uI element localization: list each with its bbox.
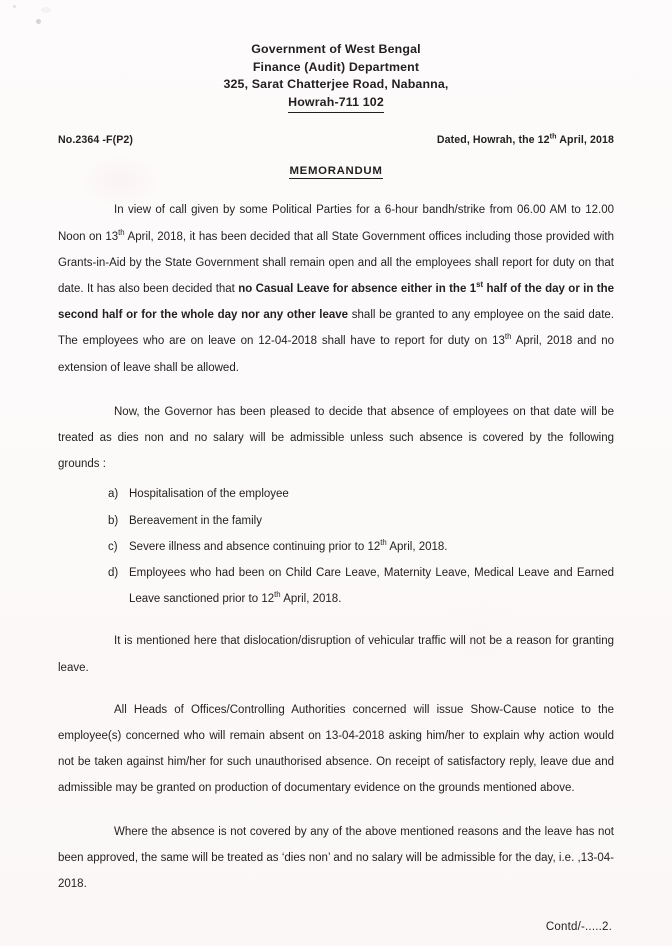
continuation-note: Contd/-.....2.	[545, 921, 612, 934]
list-item-text	[129, 508, 614, 534]
reference-row	[58, 131, 614, 147]
list-item	[58, 560, 614, 612]
p1-segment-4: April, 2018 and no extension of leave shall be allowed.	[58, 335, 614, 374]
p1-segment-1: In view of call given by some Political Parties for a 6-hour bandh/strike from 06.00 AM to 12.00 Noon on 13	[58, 204, 614, 243]
letterhead-line-address: 325, Sarat Chatterjee Road, Nabanna,	[223, 77, 449, 92]
letterhead-line-city-pin: Howrah-711 102	[288, 94, 384, 114]
p1-segment-3: shall be granted to any employee on the said date. The employees who are on leave on 12-04-2018 shall have to report for duty on 13	[58, 309, 614, 348]
memo-date	[436, 131, 614, 147]
list-item	[58, 508, 614, 534]
list-item-text	[129, 560, 614, 612]
p1-bold-part-1: no Casual Leave for absence either in the 1	[238, 282, 477, 295]
grounds-list	[58, 481, 614, 612]
p1-bold-part-2: half of the day or in the second half or for the whole day nor any other leave	[58, 282, 615, 322]
list-item-text-tail: April, 2018.	[386, 540, 448, 553]
letterhead	[58, 0, 614, 113]
paragraph-bandh-notice	[58, 197, 614, 380]
scan-speck-icon	[41, 7, 51, 13]
list-item-text-main: Hospitalisation of the employee	[129, 488, 289, 501]
paragraph-show-cause: All Heads of Offices/Controlling Authorities concerned will issue Show-Cause notice to the employee(s) concerned who will remain absent on 13-04-2018 asking him/her to explain why action would not be taken against him/her for such unauthorised absence. On receipt of satisfactory reply, leave due and admissible may be granted on production of documentary evidence on the grounds mentioned above.	[58, 703, 614, 795]
memo-number: No.2364 -F(P2)	[58, 134, 133, 147]
p1-bold-ordinal: st	[476, 280, 484, 290]
list-item-marker: d)	[108, 567, 119, 580]
p1-ordinal-1: th	[118, 227, 125, 237]
list-item-marker: b)	[108, 514, 119, 527]
list-item	[58, 481, 614, 507]
list-item	[58, 534, 614, 560]
letterhead-line-department: Finance (Audit) Department	[252, 59, 420, 74]
list-item-text	[129, 481, 614, 507]
letterhead-line-government: Government of West Bengal	[251, 42, 421, 56]
list-item-text-main: Severe illness and absence continuing prior to 12	[129, 540, 381, 553]
list-item-text-main: Bereavement in the family	[129, 514, 262, 527]
list-item-marker: c)	[108, 540, 118, 553]
list-item-ordinal: th	[274, 590, 281, 600]
list-item-text	[129, 534, 614, 560]
page-title: MEMORANDUM	[289, 165, 383, 178]
scan-speck-icon	[36, 19, 41, 24]
page-title-wrap	[58, 161, 614, 179]
list-item-ordinal: th	[380, 537, 387, 547]
p1-ordinal-2: th	[504, 332, 512, 342]
paragraph-governor-decision: Now, the Governor has been pleased to decide that absence of employees on that date will be treated as dies non and no salary will be admissible unless such absence is covered by the following grounds :	[58, 405, 614, 471]
paragraph-dies-non: Where the absence is not covered by any of the above mentioned reasons and the leave has not been approved, the same will be treated as ‘dies non’ and no salary will be admissible for the day, i.e. ,13-04-2018.	[58, 825, 614, 891]
memo-date-prefix: Dated, Howrah, the 12	[436, 134, 550, 147]
list-item-marker: a)	[108, 488, 119, 501]
memo-date-suffix: April, 2018	[556, 134, 614, 147]
list-item-text-tail: April, 2018.	[280, 593, 342, 606]
p1-segment-2: April, 2018, it has been decided that all State Government offices including those provided with Grants-in-Aid by the State Government shall remain open and all the employees shall report for duty on that date. It has also been decided that	[58, 230, 614, 295]
paragraph-traffic-disruption: It is mentioned here that dislocation/disruption of vehicular traffic will not be a reason for granting leave.	[58, 635, 614, 674]
memo-date-ordinal: th	[549, 131, 557, 141]
document-content	[58, 0, 614, 933]
list-item-text-main: Employees who had been on Child Care Leave, Maternity Leave, Medical Leave and Earned Leave sanctioned prior to 12	[129, 567, 614, 606]
scan-speck-icon	[13, 5, 16, 8]
